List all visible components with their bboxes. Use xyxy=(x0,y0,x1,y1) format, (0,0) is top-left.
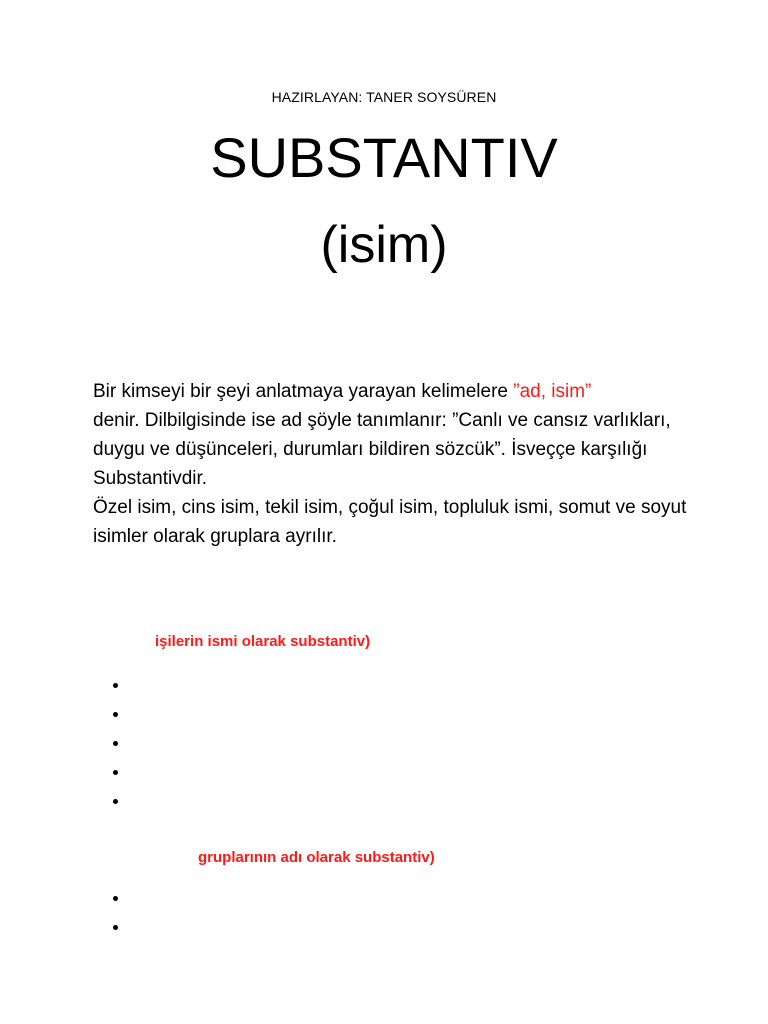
highlight-term: ”ad, isim” xyxy=(513,381,592,402)
definition-rest: denir. Dilbilgisinde ise ad şöyle tanımlanır: ”Canlı ve cansız varlıkları, duygu ve düşünceleri, durumları bildiren sözcük”. İsveççe karşılığı Substantivdir. xyxy=(93,410,671,489)
groups-text: Özel isim, cins isim, tekil isim, çoğul isim, topluluk ismi, somut ve soyut isimler olarak gruplara ayrılır. xyxy=(93,497,687,547)
author-line: HAZIRLAYAN: TANER SOYSÜREN xyxy=(271,89,497,105)
definition-prefix: Bir kimseyi bir şeyi anlatmaya yarayan kelimelere xyxy=(93,381,514,402)
document-title: SUBSTANTIV xyxy=(210,126,558,189)
section-heading-people: işilerin ismi olarak substantiv) xyxy=(155,633,371,650)
section-heading-groups: gruplarının adı olarak substantiv) xyxy=(198,849,435,866)
intro-paragraph xyxy=(93,377,693,551)
document-subtitle: (isim) xyxy=(320,216,448,274)
definition-text xyxy=(93,377,693,493)
